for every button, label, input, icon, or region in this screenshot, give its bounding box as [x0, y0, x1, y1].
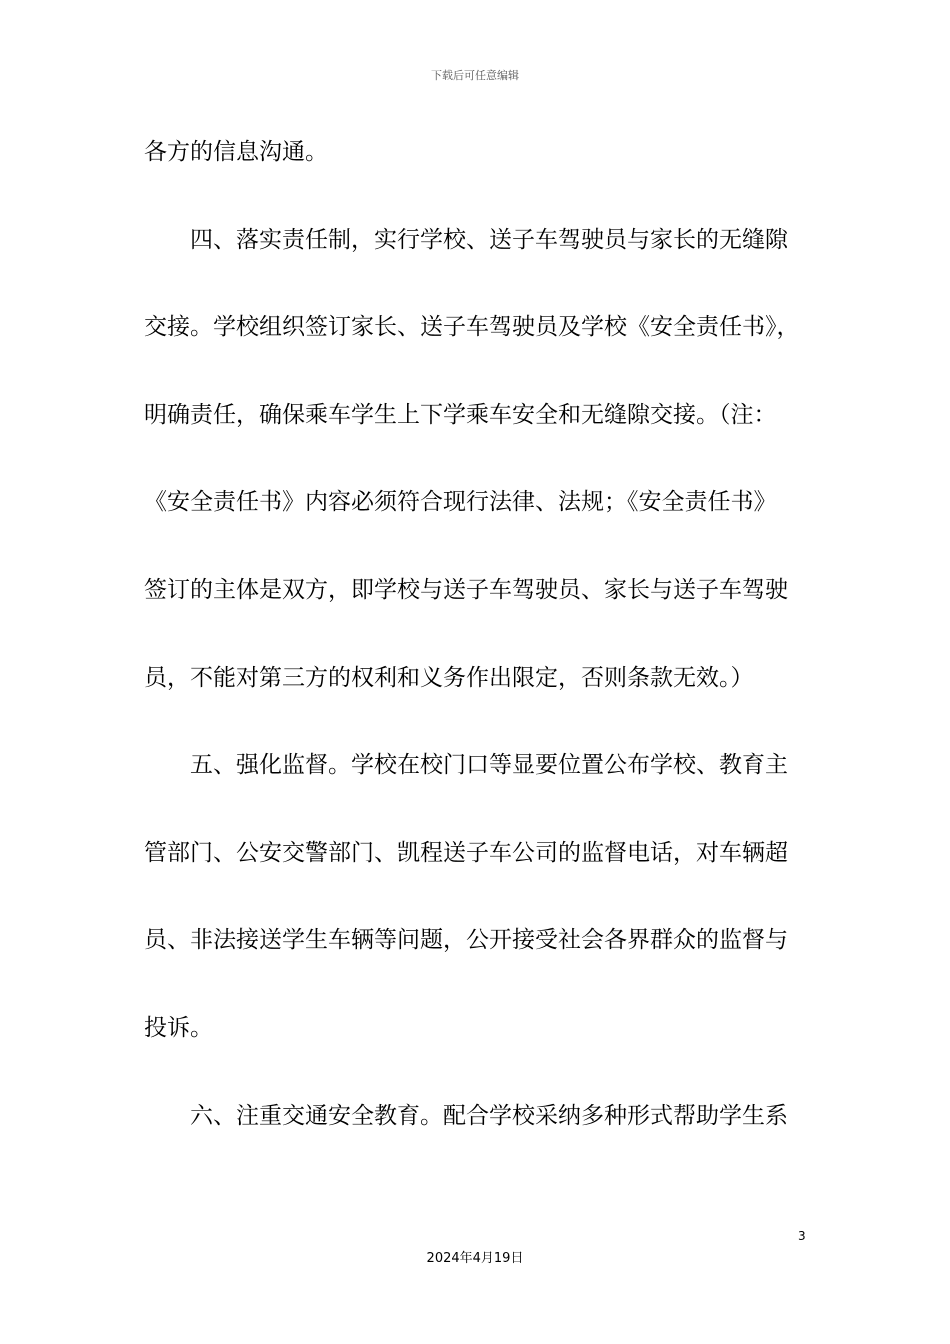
page-number: 3	[798, 1229, 806, 1243]
text-line: 各方的信息沟通。	[144, 139, 328, 165]
text-line: 管部门、公安交警部门、凯程送子车公司的监督电话，对车辆超	[144, 839, 788, 866]
paragraph-start-line: 六、注重交通安全教育。配合学校采纳多种形式帮助学生系	[190, 1102, 788, 1129]
text-line: 《安全责任书》内容必须符合现行法律、法规；《安全责任书》	[144, 489, 777, 516]
document-body	[144, 128, 809, 1179]
paragraph-start-line: 五、强化监督。学校在校门口等显要位置公布学校、教育主	[190, 752, 788, 779]
text-line: 员，不能对第三方的权利和义务作出限定，否则条款无效。）	[144, 664, 754, 691]
text-line: 员、非法接送学生车辆等问题，公开接受社会各界群众的监督与	[144, 927, 788, 954]
footer-date: 2024年4月19日	[426, 1251, 524, 1266]
paragraph-start-line: 四、落实责任制，实行学校、送子车驾驶员与家长的无缝隙	[190, 226, 788, 253]
text-line: 签订的主体是双方，即学校与送子车驾驶员、家长与送子车驾驶	[144, 576, 788, 603]
text-line: 交接。学校组织签订家长、送子车驾驶员及学校《安全责任书》，	[144, 314, 800, 341]
text-line: 投诉。	[144, 1014, 213, 1041]
text-line: 明确责任，确保乘车学生上下学乘车安全和无缝隙交接。（注：	[144, 401, 777, 428]
header-note: 下载后可任意编辑	[431, 69, 519, 82]
